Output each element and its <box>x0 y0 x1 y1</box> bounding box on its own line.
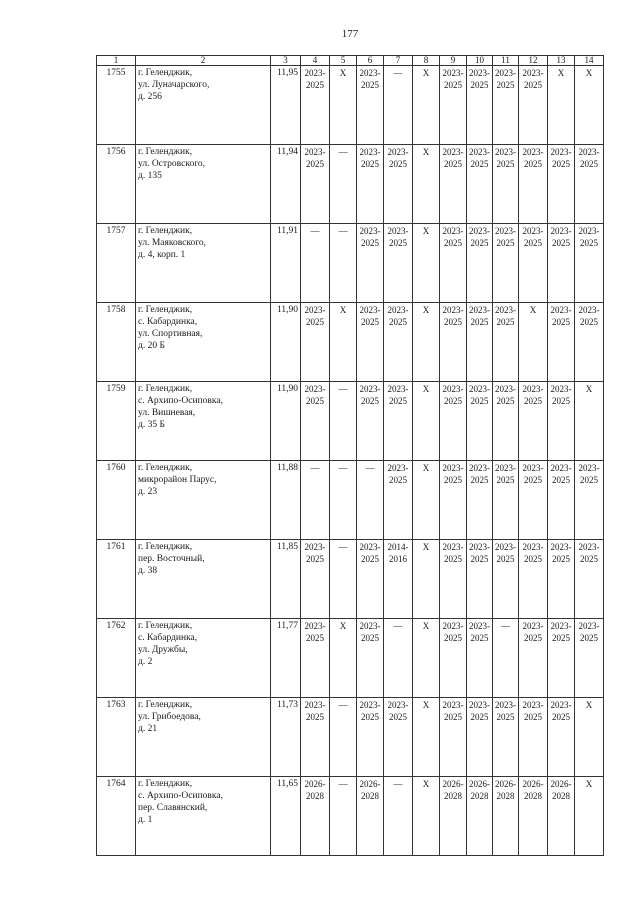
address-cell: г. Геленджик, с. Кабардинка, ул. Спортивная, д. 20 Б <box>136 303 271 382</box>
value-cell: 11,91 <box>271 224 301 303</box>
period-cell: 2023- 2025 <box>384 698 413 777</box>
address-cell: г. Геленджик, ул. Грибоедова, д. 21 <box>136 698 271 777</box>
table-row <box>97 777 604 856</box>
period-cell: 2023- 2025 <box>384 382 413 461</box>
period-cell: 2023- 2025 <box>384 461 413 540</box>
period-cell: X <box>519 303 548 382</box>
period-cell: 2023- 2025 <box>493 66 519 145</box>
period-cell: 2023- 2025 <box>357 619 384 698</box>
period-cell: 2023- 2025 <box>357 224 384 303</box>
period-cell: X <box>575 777 604 856</box>
address-cell: г. Геленджик, ул. Островского, д. 135 <box>136 145 271 224</box>
period-cell: 2023- 2025 <box>493 145 519 224</box>
period-cell: 2023- 2025 <box>548 382 575 461</box>
period-cell: 2023- 2025 <box>548 698 575 777</box>
period-cell: 2023- 2025 <box>575 540 604 619</box>
period-cell: 2023- 2025 <box>440 303 467 382</box>
column-number: 11 <box>493 56 519 66</box>
period-cell: — <box>330 382 357 461</box>
row-number: 1760 <box>97 461 136 540</box>
period-cell: 2023- 2025 <box>467 145 493 224</box>
column-number: 4 <box>301 56 330 66</box>
period-cell: 2023- 2025 <box>440 66 467 145</box>
table-row <box>97 145 604 224</box>
period-cell: 2023- 2025 <box>301 66 330 145</box>
period-cell: 2026- 2028 <box>548 777 575 856</box>
period-cell: 2023- 2025 <box>493 303 519 382</box>
period-cell: X <box>413 619 440 698</box>
column-number: 1 <box>97 56 136 66</box>
period-cell: 2026- 2028 <box>357 777 384 856</box>
column-number-row <box>97 56 604 66</box>
period-cell: 2026- 2028 <box>467 777 493 856</box>
period-cell: 2023- 2025 <box>467 382 493 461</box>
period-cell: — <box>384 619 413 698</box>
period-cell: 2023- 2025 <box>575 303 604 382</box>
column-number: 13 <box>548 56 575 66</box>
period-cell: 2023- 2025 <box>357 66 384 145</box>
period-cell: 2023- 2025 <box>519 540 548 619</box>
column-number: 6 <box>357 56 384 66</box>
period-cell: 2023- 2025 <box>384 145 413 224</box>
table-row <box>97 461 604 540</box>
period-cell: 2026- 2028 <box>493 777 519 856</box>
period-cell: 2023- 2025 <box>493 224 519 303</box>
period-cell: X <box>413 698 440 777</box>
value-cell: 11,90 <box>271 303 301 382</box>
period-cell: 2026- 2028 <box>301 777 330 856</box>
period-cell: 2023- 2025 <box>357 698 384 777</box>
row-number: 1755 <box>97 66 136 145</box>
period-cell: 2026- 2028 <box>440 777 467 856</box>
period-cell: X <box>330 619 357 698</box>
period-cell: — <box>301 461 330 540</box>
table-row <box>97 698 604 777</box>
row-number: 1761 <box>97 540 136 619</box>
value-cell: 11,90 <box>271 382 301 461</box>
period-cell: 2023- 2025 <box>301 540 330 619</box>
period-cell: X <box>548 66 575 145</box>
value-cell: 11,95 <box>271 66 301 145</box>
column-number: 9 <box>440 56 467 66</box>
period-cell: 2023- 2025 <box>467 461 493 540</box>
period-cell: 2023- 2025 <box>440 619 467 698</box>
row-number: 1758 <box>97 303 136 382</box>
period-cell: — <box>384 66 413 145</box>
period-cell: X <box>413 145 440 224</box>
period-cell: 2023- 2025 <box>519 698 548 777</box>
period-cell: 2023- 2025 <box>301 303 330 382</box>
period-cell: 2023- 2025 <box>467 540 493 619</box>
value-cell: 11,65 <box>271 777 301 856</box>
period-cell: X <box>413 461 440 540</box>
period-cell: 2023- 2025 <box>384 224 413 303</box>
column-number: 3 <box>271 56 301 66</box>
period-cell: — <box>330 145 357 224</box>
period-cell: — <box>330 777 357 856</box>
table-body <box>97 56 604 856</box>
period-cell: — <box>330 461 357 540</box>
period-cell: 2023- 2025 <box>548 540 575 619</box>
period-cell: — <box>301 224 330 303</box>
period-cell: 2023- 2025 <box>357 540 384 619</box>
table-row <box>97 382 604 461</box>
address-cell: г. Геленджик, с. Архипо-Осиповка, ул. Вишневая, д. 35 Б <box>136 382 271 461</box>
value-cell: 11,94 <box>271 145 301 224</box>
period-cell: 2023- 2025 <box>519 66 548 145</box>
address-cell: г. Геленджик, микрорайон Парус, д. 23 <box>136 461 271 540</box>
row-number: 1757 <box>97 224 136 303</box>
period-cell: X <box>413 540 440 619</box>
row-number: 1762 <box>97 619 136 698</box>
value-cell: 11,73 <box>271 698 301 777</box>
period-cell: 2023- 2025 <box>519 461 548 540</box>
value-cell: 11,88 <box>271 461 301 540</box>
period-cell: 2023- 2025 <box>357 145 384 224</box>
period-cell: X <box>413 303 440 382</box>
period-cell: 2023- 2025 <box>575 461 604 540</box>
value-cell: 11,77 <box>271 619 301 698</box>
period-cell: X <box>330 66 357 145</box>
period-cell: 2023- 2025 <box>548 619 575 698</box>
period-cell: 2023- 2025 <box>467 698 493 777</box>
period-cell: 2023- 2025 <box>575 224 604 303</box>
period-cell: 2023- 2025 <box>519 224 548 303</box>
table-row <box>97 619 604 698</box>
period-cell: 2023- 2025 <box>493 540 519 619</box>
period-cell: — <box>330 540 357 619</box>
period-cell: 2023- 2025 <box>440 145 467 224</box>
address-cell: г. Геленджик, пер. Восточный, д. 38 <box>136 540 271 619</box>
table-row <box>97 224 604 303</box>
period-cell: X <box>413 382 440 461</box>
housing-registry-table <box>96 55 604 856</box>
period-cell: 2023- 2025 <box>467 66 493 145</box>
period-cell: — <box>330 698 357 777</box>
row-number: 1764 <box>97 777 136 856</box>
page-number: 177 <box>341 28 359 40</box>
period-cell: 2014- 2016 <box>384 540 413 619</box>
column-number: 8 <box>413 56 440 66</box>
period-cell: 2023- 2025 <box>440 382 467 461</box>
period-cell: 2023- 2025 <box>548 224 575 303</box>
period-cell: 2023- 2025 <box>384 303 413 382</box>
row-number: 1759 <box>97 382 136 461</box>
period-cell: 2023- 2025 <box>467 619 493 698</box>
column-number: 5 <box>330 56 357 66</box>
period-cell: 2023- 2025 <box>440 224 467 303</box>
period-cell: 2023- 2025 <box>519 145 548 224</box>
period-cell: X <box>575 66 604 145</box>
row-number: 1756 <box>97 145 136 224</box>
column-number: 12 <box>519 56 548 66</box>
period-cell: 2023- 2025 <box>519 619 548 698</box>
period-cell: 2023- 2025 <box>493 382 519 461</box>
period-cell: 2023- 2025 <box>575 619 604 698</box>
period-cell: X <box>413 777 440 856</box>
period-cell: X <box>413 224 440 303</box>
address-cell: г. Геленджик, ул. Луначарского, д. 256 <box>136 66 271 145</box>
period-cell: — <box>357 461 384 540</box>
period-cell: 2023- 2025 <box>357 303 384 382</box>
period-cell: 2023- 2025 <box>548 303 575 382</box>
period-cell: 2023- 2025 <box>301 145 330 224</box>
column-number: 2 <box>136 56 271 66</box>
period-cell: 2023- 2025 <box>519 382 548 461</box>
period-cell: 2023- 2025 <box>440 461 467 540</box>
period-cell: 2023- 2025 <box>440 540 467 619</box>
address-cell: г. Геленджик, с. Кабардинка, ул. Дружбы, д. 2 <box>136 619 271 698</box>
period-cell: 2023- 2025 <box>357 382 384 461</box>
period-cell: — <box>330 224 357 303</box>
period-cell: 2023- 2025 <box>548 145 575 224</box>
period-cell: X <box>330 303 357 382</box>
period-cell: 2023- 2025 <box>301 698 330 777</box>
period-cell: 2023- 2025 <box>467 303 493 382</box>
period-cell: 2023- 2025 <box>301 619 330 698</box>
address-cell: г. Геленджик, с. Архипо-Осиповка, пер. Славянский, д. 1 <box>136 777 271 856</box>
period-cell: — <box>493 619 519 698</box>
period-cell: 2023- 2025 <box>548 461 575 540</box>
column-number: 14 <box>575 56 604 66</box>
column-number: 7 <box>384 56 413 66</box>
period-cell: 2023- 2025 <box>440 698 467 777</box>
table-row <box>97 303 604 382</box>
row-number: 1763 <box>97 698 136 777</box>
period-cell: X <box>575 382 604 461</box>
address-cell: г. Геленджик, ул. Маяковского, д. 4, корп. 1 <box>136 224 271 303</box>
period-cell: 2023- 2025 <box>493 698 519 777</box>
period-cell: X <box>575 698 604 777</box>
table-row <box>97 66 604 145</box>
period-cell: X <box>413 66 440 145</box>
period-cell: 2023- 2025 <box>301 382 330 461</box>
table-row <box>97 540 604 619</box>
period-cell: — <box>384 777 413 856</box>
period-cell: 2023- 2025 <box>467 224 493 303</box>
column-number: 10 <box>467 56 493 66</box>
period-cell: 2026- 2028 <box>519 777 548 856</box>
period-cell: 2023- 2025 <box>575 145 604 224</box>
value-cell: 11,85 <box>271 540 301 619</box>
period-cell: 2023- 2025 <box>493 461 519 540</box>
